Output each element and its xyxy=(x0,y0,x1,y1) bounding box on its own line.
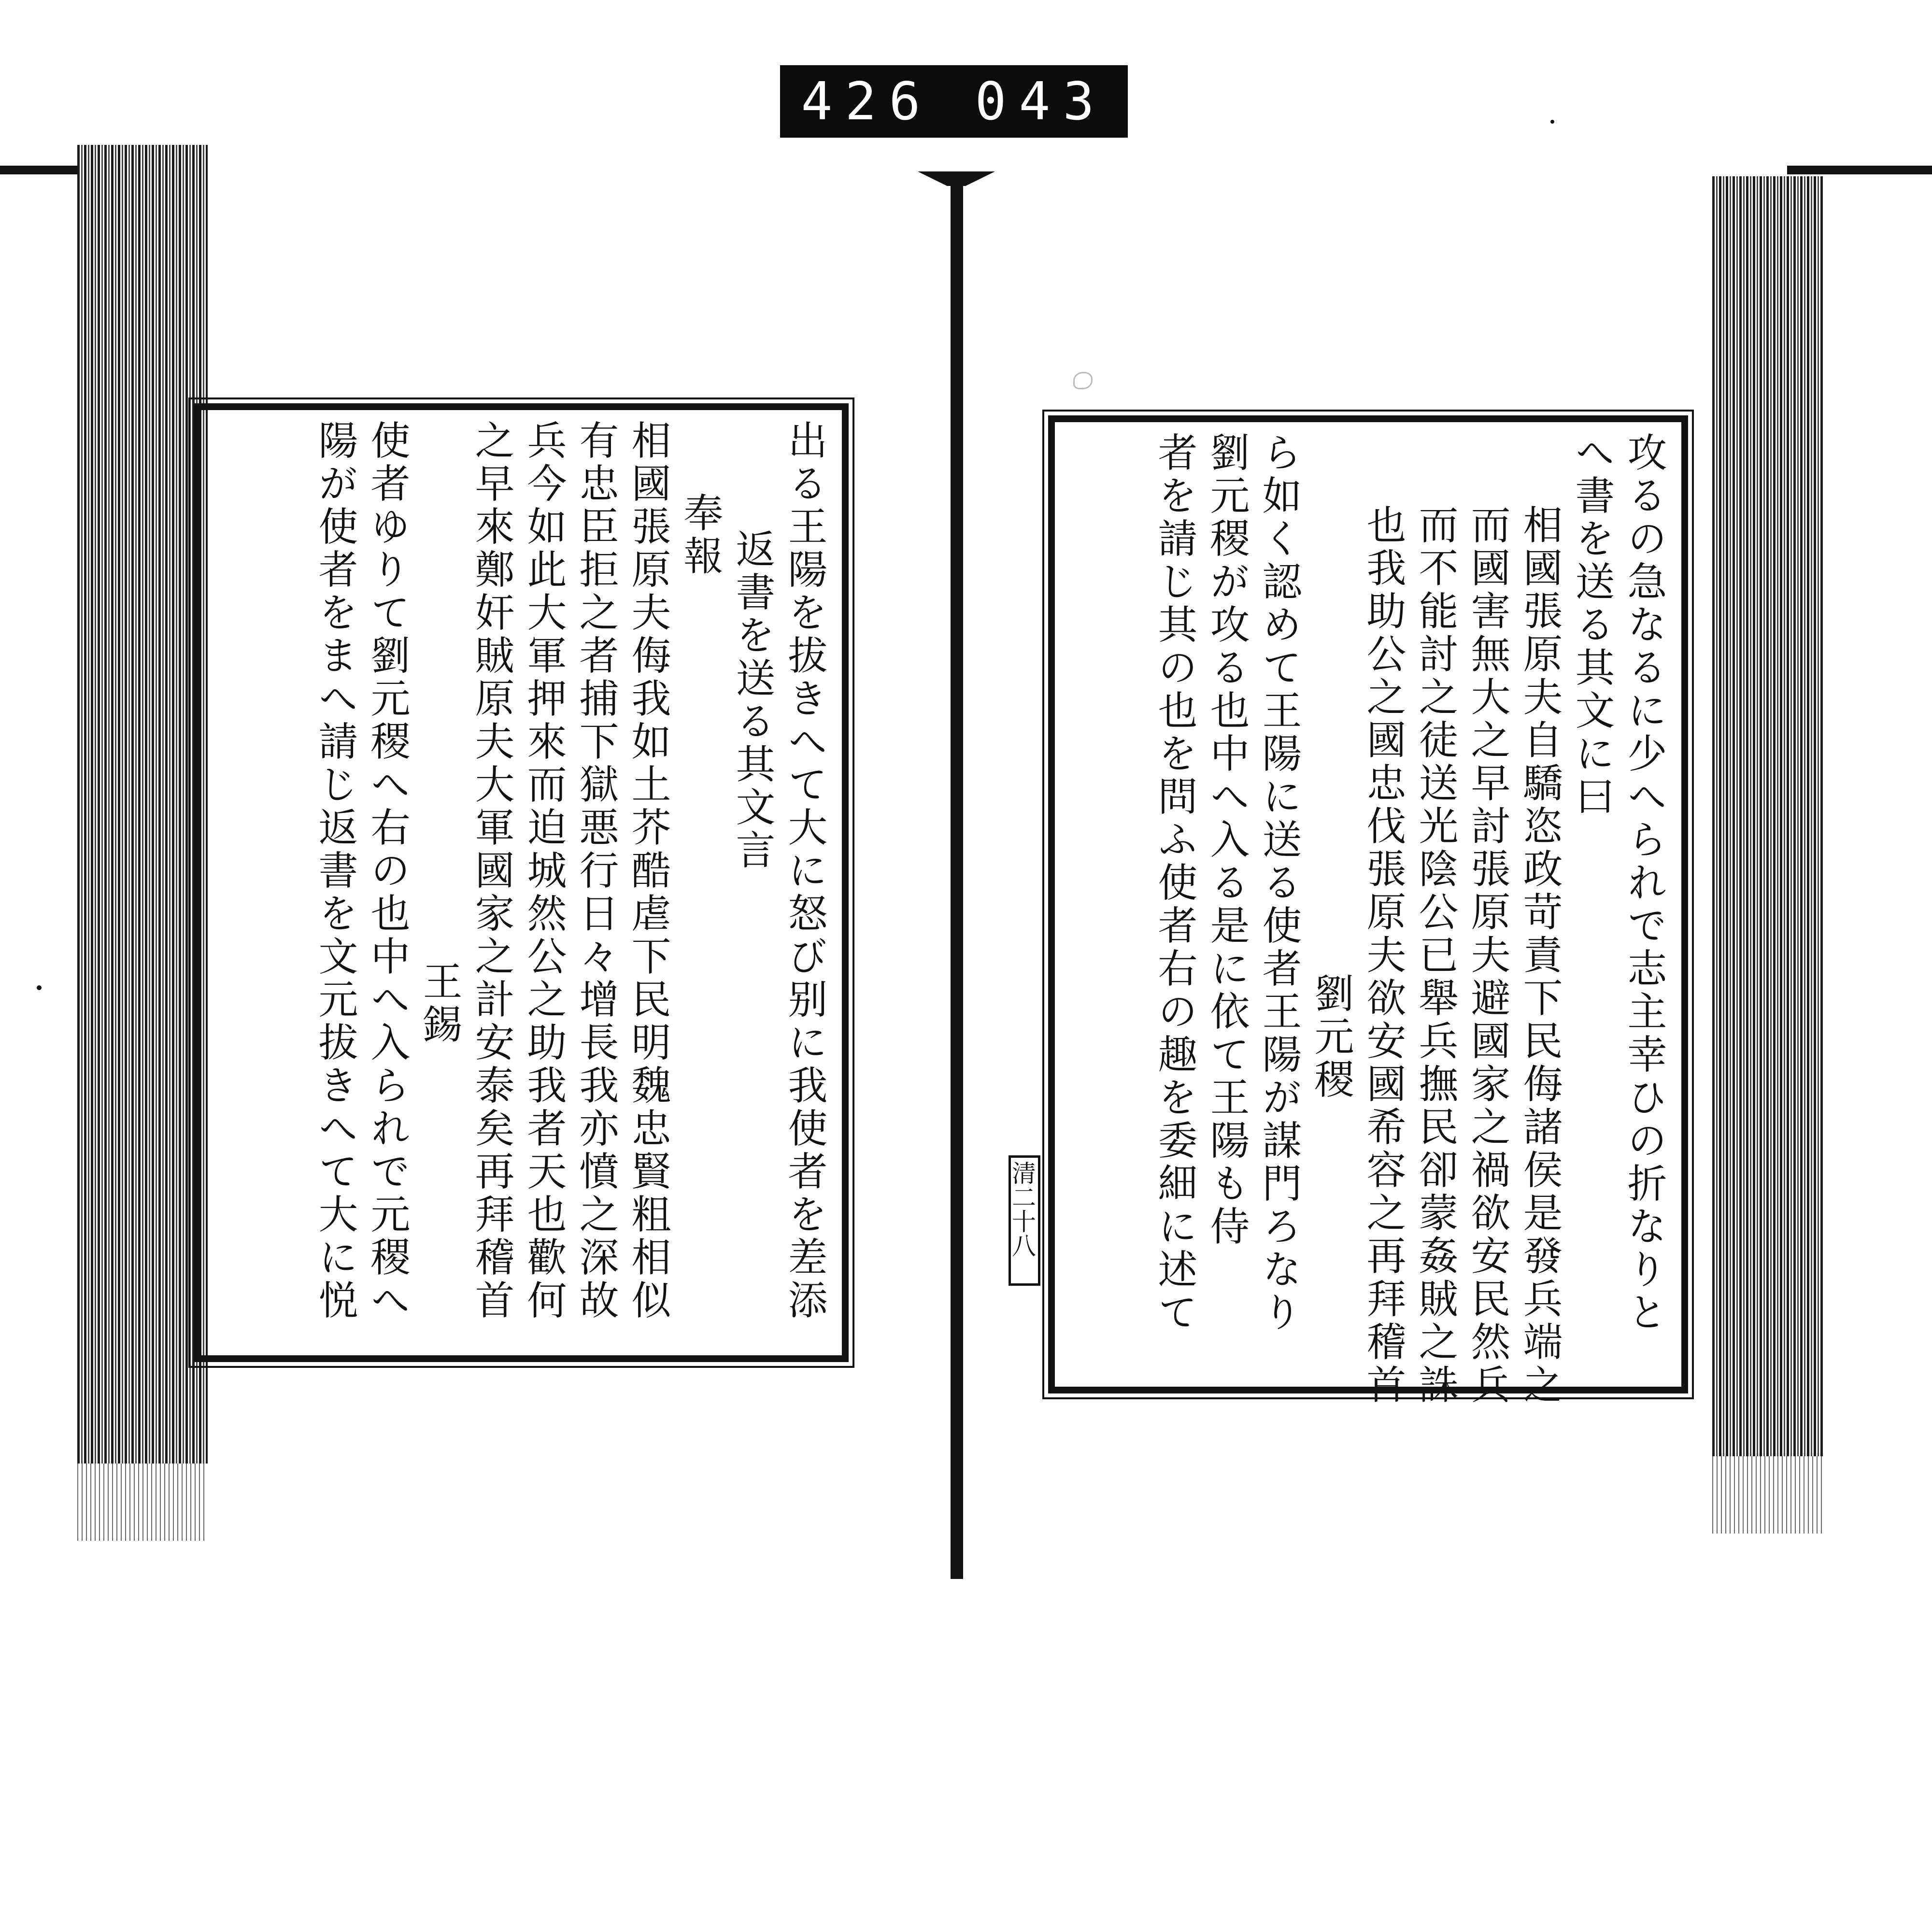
text-column: 有忠臣拒之者捕下獄悪行日々增長我亦憤之深故 xyxy=(573,420,619,1322)
text-column: 攻るの急なるに少へられで志主幸ひの折なりと xyxy=(1621,432,1667,1335)
text-column: 出る王陽を拔きへて大に怒び别に我使者を差添 xyxy=(781,420,827,1322)
letter-heading: 奉報 xyxy=(677,492,723,578)
frame-counter xyxy=(780,65,1128,138)
text-column: 之早來鄭奸賊原夫大軍國家之計安泰矣再拜稽首 xyxy=(469,420,514,1322)
spine-cap xyxy=(918,171,995,186)
counter-left: 426 xyxy=(801,71,933,132)
ink-spot xyxy=(37,985,42,990)
left-page-edge xyxy=(77,145,208,1463)
text-column: 返書を送る其文言 xyxy=(729,528,775,872)
text-column: 相國張原夫自驕恣政苛責下民侮諸侯是發兵端之 xyxy=(1517,504,1563,1407)
text-column: 使者ゆりて劉元稷へ右の也中へ入られで元稷へ xyxy=(364,420,410,1322)
ink-spot xyxy=(1550,120,1554,124)
right-page-columns xyxy=(1067,432,1669,1407)
text-column: 相國張原夫侮我如土芥酷虐下民明魏忠賢粗相似 xyxy=(625,420,671,1322)
page-margin-tag: 清二十八 xyxy=(1009,1155,1040,1286)
top-rule-right xyxy=(1787,166,1932,174)
text-column: 劉元稷が攻る也中へ入る是に依て王陽も侍 xyxy=(1204,432,1250,1249)
book-spine xyxy=(951,174,963,1579)
letter-signature: 劉元稷 xyxy=(1308,973,1354,1102)
text-column: 也我助公之國忠伐張原夫欲安國希容之再拜稽首 xyxy=(1360,504,1406,1407)
text-column: ら如く認めて王陽に送る使者王陽が謀門ろなり xyxy=(1256,432,1302,1335)
text-column: へ書を送る其文に曰 xyxy=(1569,432,1615,819)
letter-signature: 王錫 xyxy=(416,961,462,1047)
text-column: 兵今如此大軍押來而迫城然公之助我者天也歡何 xyxy=(521,420,567,1322)
text-column: 者を請じ其の也を問ふ使者右の趣を委細に述て xyxy=(1151,432,1197,1335)
left-page-text-block xyxy=(194,403,849,1362)
right-page-text-block xyxy=(1048,415,1688,1407)
counter-right: 043 xyxy=(975,71,1107,132)
text-column: 而國害無大之早討張原夫避國家之禍欲安民然兵 xyxy=(1464,504,1510,1407)
paper-blemish xyxy=(1073,372,1093,389)
text-column: 而不能討之徒送光陰公已舉兵撫民卻蒙姦賊之誅 xyxy=(1412,504,1458,1407)
left-page-columns xyxy=(213,420,830,1346)
text-column: 陽が使者をまへ請じ返書を文元拔きへて大に悦 xyxy=(312,420,358,1322)
right-page-edge xyxy=(1712,176,1823,1456)
